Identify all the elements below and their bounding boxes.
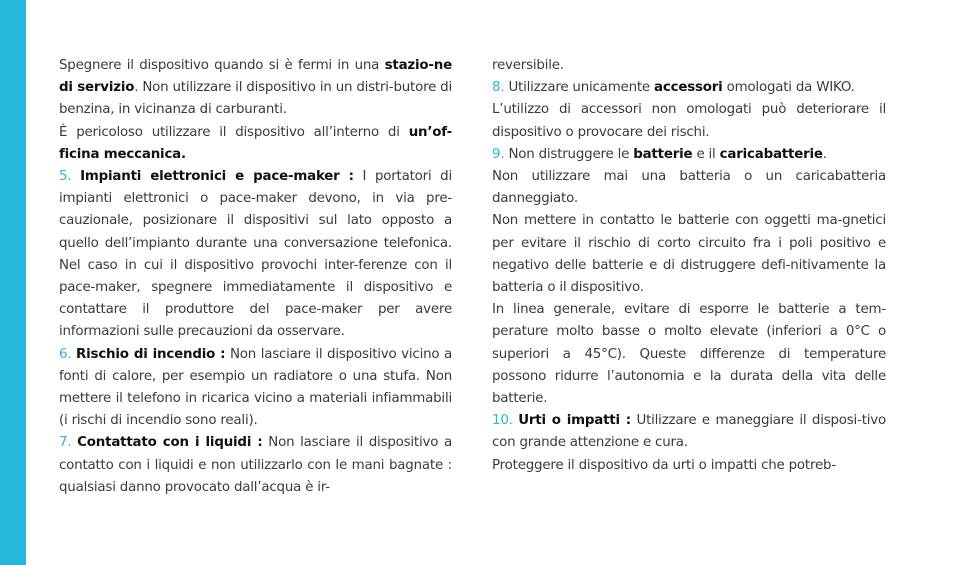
paragraph-temperature: In linea generale, evitare di esporre le batterie a tem-perature molto basse o molto elevate (inferiori a 0°C o superiori a 45°C). Queste differenze di temperature possono ridurre l’autonomia e la durata della vita delle batterie. bbox=[492, 302, 886, 407]
text: . Non utilizzare il dispositivo in un distri-butore di benzina, in vicinanza di carburanti. bbox=[59, 80, 453, 118]
item-number: 7. bbox=[59, 435, 72, 451]
item-number: 9. bbox=[492, 146, 505, 162]
paragraph-protect: Proteggere il dispositivo da urti o impatti che potreb- bbox=[492, 457, 836, 473]
item-title: Urti o impatti : bbox=[518, 413, 631, 429]
paragraph-accessories: L’utilizzo di accessori non omologati può deteriorare il dispositivo o provocare dei rischi. bbox=[492, 102, 886, 140]
item-number: 6. bbox=[59, 346, 72, 362]
item-9 bbox=[492, 144, 886, 166]
text: Utilizzare unicamente bbox=[504, 80, 655, 96]
text: omologati da WIKO. bbox=[722, 80, 855, 96]
item-text: Non lasciare il dispositivo vicino a fonti di calore, per esempio un radiatore o una stufa. Non mettere il telefono in ricarica vicino a materiali infiammabili (i rischi di incendio sono reali). bbox=[59, 346, 453, 429]
item-6 bbox=[59, 344, 452, 433]
item-title: Impianti elettronici e pace-maker : bbox=[80, 169, 354, 185]
item-number: 10. bbox=[492, 413, 513, 429]
text: Non distruggere le bbox=[504, 146, 634, 162]
keyword: un’of-ficina meccanica. bbox=[59, 124, 452, 162]
keyword: accessori bbox=[654, 80, 723, 96]
paragraph-magnetic: Non mettere in contatto le batterie con oggetti ma-gnetici per evitare il rischio di corto circuito fra i poli positivo e negativo delle batterie e di distruggere defi-nitivamente la batteria o il dispositivo. bbox=[492, 213, 886, 296]
right-column bbox=[492, 55, 886, 477]
text: e il bbox=[692, 146, 720, 162]
keyword: stazio-ne di servizio bbox=[59, 58, 452, 96]
paragraph-damaged-battery: Non utilizzare mai una batteria o un caricabatteria danneggiato. bbox=[492, 169, 886, 207]
item-8 bbox=[492, 77, 886, 99]
keyword: caricabatterie bbox=[719, 146, 823, 162]
item-title: Rischio di incendio : bbox=[76, 346, 226, 362]
item-text: Non lasciare il dispositivo a contatto con i liquidi e non utilizzarlo con le mani bagnate : qualsiasi danno provocato dall’acqua è ir- bbox=[59, 435, 452, 495]
text: Spegnere il dispositivo quando si è fermi in una bbox=[59, 58, 385, 73]
item-title: Contattato con i liquidi : bbox=[77, 435, 263, 451]
text: È pericoloso utilizzare il dispositivo all’interno di bbox=[59, 124, 409, 140]
keyword: batterie bbox=[633, 146, 693, 162]
paragraph-continuation: reversibile. bbox=[492, 58, 564, 73]
item-10 bbox=[492, 410, 886, 454]
item-number: 8. bbox=[492, 80, 505, 96]
item-number: 5. bbox=[59, 169, 72, 185]
item-text: I portatori di impianti elettronici o pace-maker devono, in via pre-cauzionale, posizionare il dispositivi sul lato opposto a quello dell’impianto durante una conversazione telefonica. Nel caso in cui il dispositivo provochi inter-ferenze con il pace-maker, spegnere immediatamente il dispositivo e contattare il produttore del pace-maker per avere informazioni sulle precauzioni da osservare. bbox=[59, 169, 452, 340]
paragraph-service-station bbox=[59, 55, 452, 122]
side-accent-bar bbox=[0, 0, 26, 565]
item-7 bbox=[59, 432, 452, 499]
left-column bbox=[59, 55, 452, 499]
paragraph-workshop bbox=[59, 122, 452, 166]
item-text: Utilizzare e maneggiare il disposi-tivo con grande attenzione e cura. bbox=[492, 413, 886, 451]
text: . bbox=[822, 146, 827, 162]
item-5 bbox=[59, 166, 452, 344]
